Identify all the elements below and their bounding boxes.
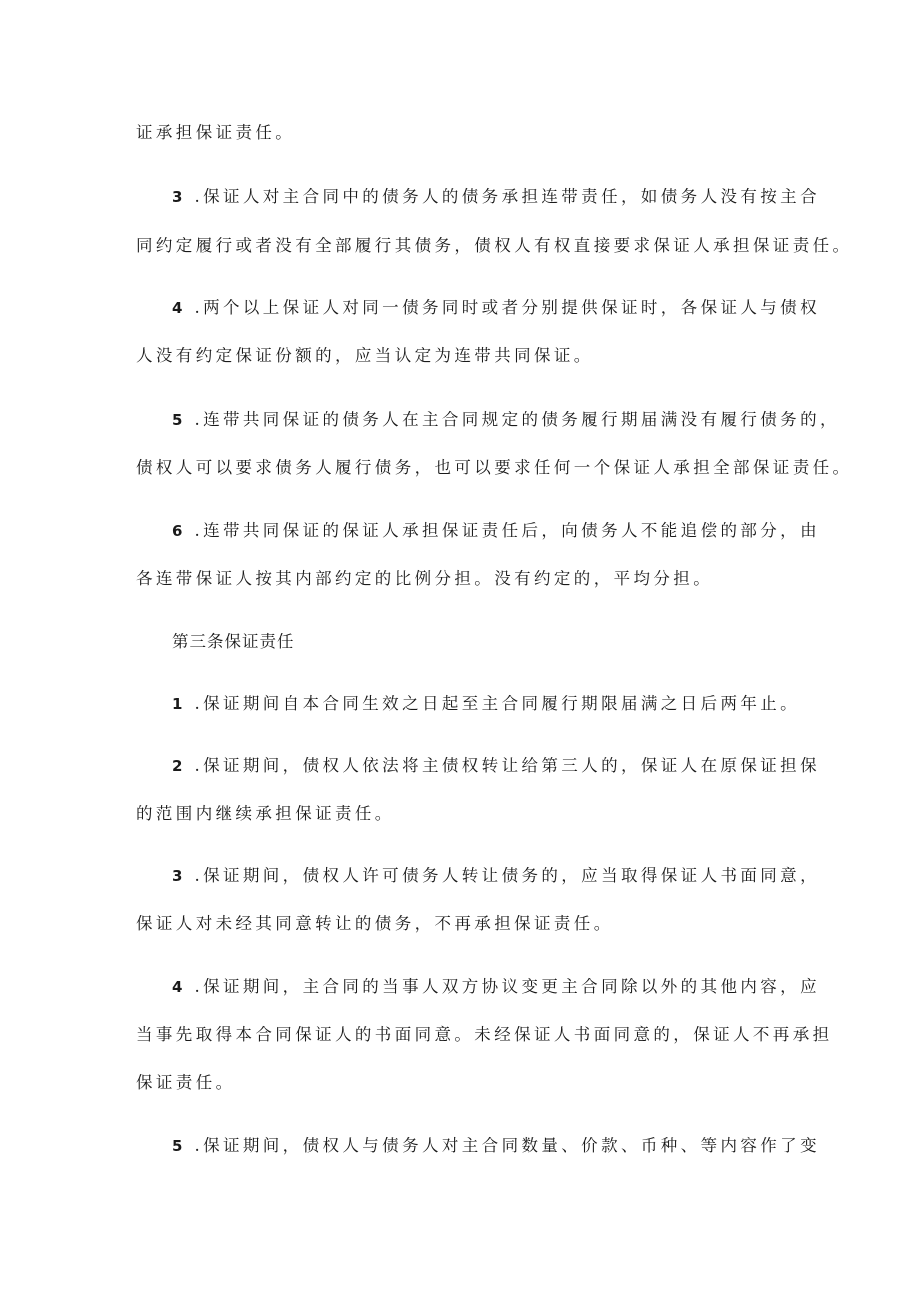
text-line [136, 568, 796, 590]
item-number: 3 [172, 188, 183, 206]
item-number: 1 [172, 695, 183, 713]
line-text: 证承担保证责任。 [136, 123, 296, 142]
line-text: .保证期间，债权人依法将主债权转让给第三人的，保证人在原保证担保 [194, 756, 820, 775]
section-heading [172, 631, 832, 653]
line-text: .保证期间自本合同生效之日起至主合同履行期限届满之日后两年止。 [194, 694, 801, 713]
line-text: .连带共同保证的债务人在主合同规定的债务履行期届满没有履行债务的， [194, 410, 840, 429]
list-item [172, 409, 840, 431]
text-line [136, 122, 796, 144]
line-text: 保证责任。 [136, 1073, 236, 1092]
line-text: .保证人对主合同中的债务人的债务承担连带责任，如债务人没有按主合 [194, 187, 820, 206]
item-number: 4 [172, 299, 183, 317]
line-text: 的范围内继续承担保证责任。 [136, 804, 395, 823]
line-text: .保证期间，债权人与债务人对主合同数量、价款、币种、等内容作了变 [194, 1136, 820, 1155]
line-text: 债权人可以要求债务人履行债务，也可以要求任何一个保证人承担全部保证责任。 [136, 458, 853, 477]
line-text: .保证期间，主合同的当事人双方协议变更主合同除以外的其他内容，应 [194, 977, 820, 996]
list-item [172, 186, 832, 208]
item-number: 3 [172, 867, 183, 885]
list-item [172, 755, 832, 777]
section-title: 第三条保证责任 [172, 632, 295, 651]
text-line [136, 1024, 833, 1046]
line-text: .连带共同保证的保证人承担保证责任后，向债务人不能追偿的部分，由 [194, 521, 820, 540]
list-item [172, 1135, 832, 1157]
text-line [136, 913, 796, 935]
line-text: .保证期间，债权人许可债务人转让债务的，应当取得保证人书面同意， [194, 866, 820, 885]
text-line [136, 235, 853, 257]
line-text: 各连带保证人按其内部约定的比例分担。没有约定的，平均分担。 [136, 569, 714, 588]
text-line [136, 803, 796, 825]
item-number: 2 [172, 757, 183, 775]
list-item [172, 865, 832, 887]
list-item [172, 976, 832, 998]
text-line [136, 457, 853, 479]
line-text: 当事先取得本合同保证人的书面同意。未经保证人书面同意的，保证人不再承担 [136, 1025, 833, 1044]
line-text: .两个以上保证人对同一债务同时或者分别提供保证时，各保证人与债权 [194, 298, 820, 317]
line-text: 同约定履行或者没有全部履行其债务，债权人有权直接要求保证人承担保证责任。 [136, 236, 853, 255]
text-line [136, 345, 796, 367]
text-line [136, 1072, 796, 1094]
item-number: 5 [172, 411, 183, 429]
list-item [172, 693, 832, 715]
line-text: 保证人对未经其同意转让的债务，不再承担保证责任。 [136, 914, 614, 933]
item-number: 5 [172, 1137, 183, 1155]
list-item [172, 520, 832, 542]
list-item [172, 297, 832, 319]
item-number: 4 [172, 978, 183, 996]
item-number: 6 [172, 522, 183, 540]
line-text: 人没有约定保证份额的，应当认定为连带共同保证。 [136, 346, 594, 365]
